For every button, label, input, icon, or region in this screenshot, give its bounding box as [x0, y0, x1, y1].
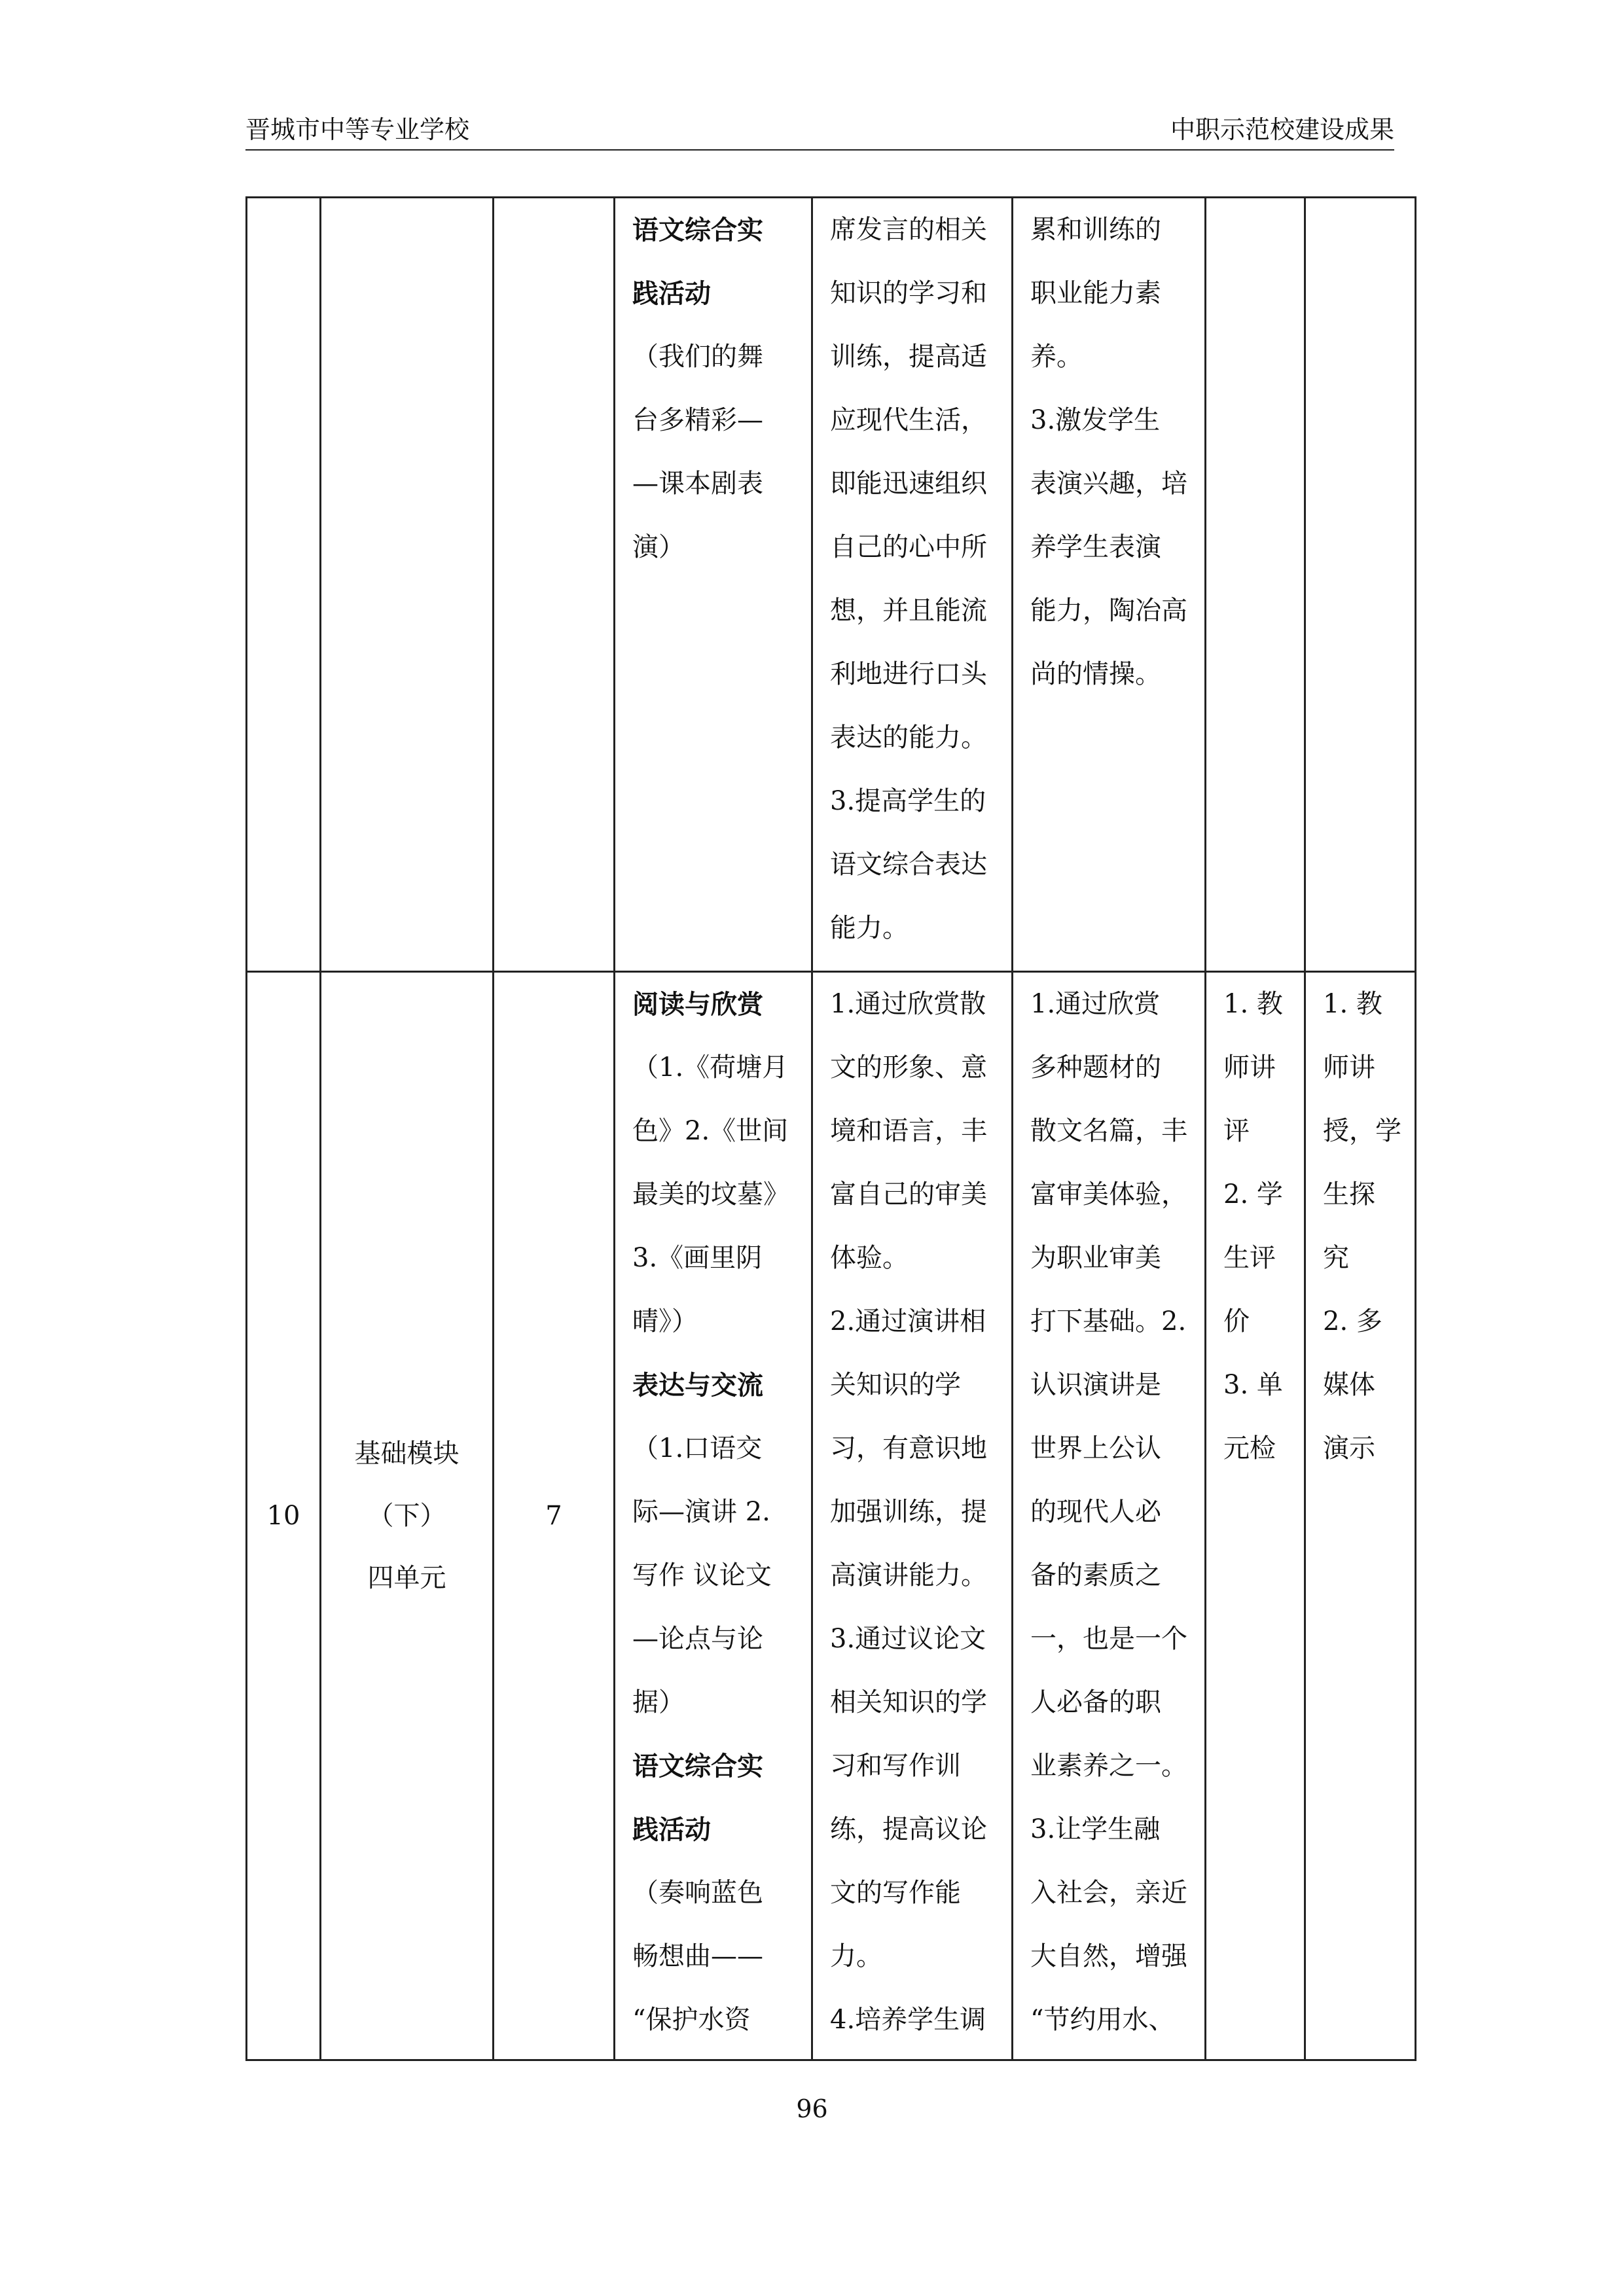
text-line: 养学生表演 [1030, 532, 1161, 562]
text-line: 1.通过欣赏散 [830, 989, 986, 1019]
text-line: 晴》） [632, 1306, 698, 1336]
text-line: 业素养之一。 [1030, 1751, 1187, 1781]
text-line: 富审美体验， [1030, 1179, 1187, 1210]
text-line: （我们的舞 [632, 342, 763, 372]
text-line: —论点与论 [632, 1624, 763, 1654]
text-line: 媒体 [1323, 1370, 1375, 1400]
content-cell [615, 198, 812, 972]
text-line: 体验。 [830, 1243, 909, 1273]
content-text [615, 973, 811, 2052]
section-title: 语文综合实 [632, 1751, 763, 1782]
text-line: 4.培养学生调 [830, 2005, 986, 2035]
section-title: 践活动 [632, 1814, 711, 1845]
section-title: 阅读与欣赏 [632, 989, 763, 1020]
text-line: 职业能力素 [1030, 278, 1161, 308]
text-line: 富自己的审美 [830, 1179, 987, 1210]
assessment-cell [1206, 198, 1305, 972]
competence-text [1013, 973, 1204, 2052]
assessment-cell [1206, 972, 1305, 2060]
text-line: 际—演讲 2. [632, 1497, 770, 1527]
text-line: 授，学 [1323, 1116, 1401, 1146]
table-row [247, 198, 1416, 972]
text-line: 践活动 [632, 278, 711, 309]
text-line: 表达的能力。 [830, 723, 987, 753]
text-line: 色》2.《世间 [632, 1116, 789, 1146]
text-line: 席发言的相关 [830, 215, 987, 245]
text-line: 畅想曲—— [632, 1941, 763, 1971]
text-line: 语文综合实 [632, 215, 763, 245]
text-line: 力。 [830, 1941, 882, 1971]
text-line: 关知识的学 [830, 1370, 961, 1400]
section-title: 表达与交流 [632, 1370, 763, 1401]
competence-cell [1013, 972, 1206, 2060]
text-line: 境和语言，丰 [830, 1116, 987, 1146]
goals-cell [812, 972, 1013, 2060]
text-line: （1.口语交 [632, 1433, 763, 1463]
unit-number-cell [247, 198, 321, 972]
text-line: —课本剧表 [632, 469, 763, 499]
text-line: 散文名篇，丰 [1030, 1116, 1187, 1146]
text-line: 入社会，亲近 [1030, 1878, 1187, 1908]
curriculum-table [245, 196, 1416, 2061]
text-line: 生评 [1223, 1243, 1276, 1273]
page-number: 96 [796, 2094, 828, 2123]
text-line: （1.《荷塘月 [632, 1052, 789, 1083]
text-line: 四单元 [367, 1562, 446, 1593]
text-line: 据） [632, 1687, 685, 1717]
text-line: 1. 教 [1323, 989, 1382, 1019]
text-line: 3.让学生融 [1030, 1814, 1161, 1844]
content-text [615, 198, 811, 579]
text-line: 演示 [1323, 1433, 1375, 1463]
hours-cell [494, 972, 615, 2060]
text-line: 想，并且能流 [830, 596, 987, 626]
text-line: 自己的心中所 [830, 532, 987, 562]
text-line: 应现代生活， [830, 405, 987, 435]
text-line: 能力，陶冶高 [1030, 596, 1187, 626]
text-line: 多种题材的 [1030, 1052, 1161, 1083]
text-line: （奏响蓝色 [632, 1878, 763, 1908]
text-line: 元检 [1223, 1433, 1276, 1463]
text-line: 累和训练的 [1030, 215, 1161, 245]
goals-cell [812, 198, 1013, 972]
text-line: 师讲 [1223, 1052, 1276, 1083]
text-line: 3.提高学生的 [830, 786, 986, 816]
text-line: 最美的坟墓》 [632, 1179, 789, 1210]
text-line: 2. 学 [1223, 1179, 1283, 1210]
hours-value: 7 [545, 1500, 562, 1531]
text-line: 知识的学习和 [830, 278, 987, 308]
text-line: 演） [632, 532, 685, 562]
text-line: 养。 [1030, 342, 1083, 372]
text-line: 尚的情操。 [1030, 659, 1161, 689]
methods-cell [1305, 972, 1416, 2060]
text-line: 台多精彩— [632, 405, 763, 435]
text-line: 价 [1223, 1306, 1250, 1336]
module-cell [321, 198, 494, 972]
text-line: 生探 [1323, 1179, 1375, 1210]
text-line: 相关知识的学 [830, 1687, 987, 1717]
methods-text [1306, 973, 1415, 1480]
page-header [245, 113, 1394, 151]
text-line: 1.通过欣赏 [1030, 989, 1161, 1019]
text-line: 打下基础。2. [1030, 1306, 1187, 1336]
text-line: 1. 教 [1223, 989, 1283, 1019]
text-line: 2. 多 [1323, 1306, 1382, 1336]
text-line: 师讲 [1323, 1052, 1375, 1083]
text-line: 训练，提高适 [830, 342, 987, 372]
unit-number: 10 [266, 1500, 300, 1531]
text-line: 能力。 [830, 913, 909, 943]
goals-text [813, 198, 1011, 960]
module-text [321, 1423, 492, 1609]
text-line: 文的写作能 [830, 1878, 961, 1908]
text-line: 习，有意识地 [830, 1433, 987, 1463]
table-row [247, 972, 1416, 2060]
assessment-text [1206, 973, 1304, 1480]
hours-cell [494, 198, 615, 972]
content-cell [615, 972, 812, 2060]
text-line: 即能迅速组织 [830, 469, 987, 499]
text-line: 人必备的职 [1030, 1687, 1161, 1717]
text-line: 备的素质之 [1030, 1560, 1161, 1590]
text-line: 为职业审美 [1030, 1243, 1161, 1273]
text-line: 2.通过演讲相 [830, 1306, 986, 1336]
module-cell [321, 972, 494, 2060]
text-line: 认识演讲是 [1030, 1370, 1161, 1400]
text-line: 世界上公认 [1030, 1433, 1161, 1463]
text-line: 大自然，增强 [1030, 1941, 1187, 1971]
school-name: 晋城市中等专业学校 [245, 115, 470, 144]
text-line: “节约用水、 [1030, 2005, 1175, 2035]
competence-text [1013, 198, 1204, 706]
text-line: 评 [1223, 1116, 1250, 1146]
text-line: 3.通过议论文 [830, 1624, 986, 1654]
text-line: 文的形象、意 [830, 1052, 987, 1083]
text-line: 表演兴趣，培 [1030, 469, 1187, 499]
report-title: 中职示范校建设成果 [1170, 115, 1394, 144]
text-line: 语文综合表达 [830, 850, 987, 880]
text-line: 习和写作训 [830, 1751, 961, 1781]
unit-number-cell [247, 972, 321, 2060]
text-line: 一，也是一个 [1030, 1624, 1187, 1654]
text-line: 高演讲能力。 [830, 1560, 987, 1590]
text-line: 加强训练，提 [830, 1497, 987, 1527]
text-line: 写作 议论文 [632, 1560, 772, 1590]
text-line: 究 [1323, 1243, 1349, 1273]
text-line: 的现代人必 [1030, 1497, 1161, 1527]
text-line: 3. 单 [1223, 1370, 1283, 1400]
text-line: “保护水资 [632, 2005, 751, 2035]
goals-text [813, 973, 1011, 2052]
text-line: 3.《画里阴 [632, 1243, 763, 1273]
text-line: 3.激发学生 [1030, 405, 1161, 435]
competence-cell [1013, 198, 1206, 972]
text-line: （下） [367, 1500, 446, 1531]
text-line: 基础模块 [354, 1438, 460, 1469]
text-line: 利地进行口头 [830, 659, 987, 689]
methods-cell [1305, 198, 1416, 972]
text-line: 练，提高议论 [830, 1814, 987, 1844]
